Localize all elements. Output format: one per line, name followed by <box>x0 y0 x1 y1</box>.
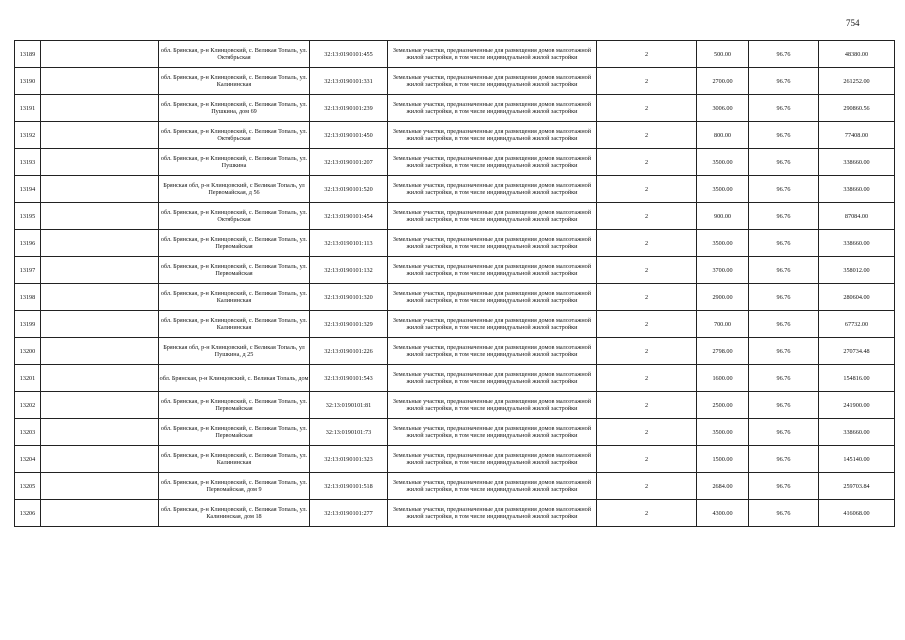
address-cell: обл. Брянская, р-н Клинцовский, с. Великая Топаль, ул. Октябрьская <box>159 203 310 230</box>
cadastral-number-cell: 32:13:0190101:320 <box>310 284 388 311</box>
address-cell: Брянская обл, р-н Клинцовский, с Великая Топаль, ул Первомайская, д 56 <box>159 176 310 203</box>
table-row <box>15 41 895 68</box>
specific-value-cell: 96.76 <box>749 203 819 230</box>
empty-cell <box>41 203 159 230</box>
cadastral-value-cell: 261252.00 <box>819 68 895 95</box>
area-cell: 2684.00 <box>697 473 749 500</box>
area-cell: 700.00 <box>697 311 749 338</box>
cadastral-number-cell: 32:13:0190101:331 <box>310 68 388 95</box>
row-number-cell: 13206 <box>15 500 41 527</box>
cadastral-number-cell: 32:13:0190101:81 <box>310 392 388 419</box>
group-cell: 2 <box>597 203 697 230</box>
table-row <box>15 365 895 392</box>
land-use-purpose-cell: Земельные участки, предназначенные для размещения домов малоэтажной жилой застройки, в том числе индивидуальной жилой застройки <box>388 68 597 95</box>
land-use-purpose-cell: Земельные участки, предназначенные для размещения домов малоэтажной жилой застройки, в том числе индивидуальной жилой застройки <box>388 473 597 500</box>
land-use-purpose-cell: Земельные участки, предназначенные для размещения домов малоэтажной жилой застройки, в том числе индивидуальной жилой застройки <box>388 311 597 338</box>
group-cell: 2 <box>597 419 697 446</box>
group-cell: 2 <box>597 68 697 95</box>
land-use-purpose-cell: Земельные участки, предназначенные для размещения домов малоэтажной жилой застройки, в том числе индивидуальной жилой застройки <box>388 500 597 527</box>
table-row <box>15 284 895 311</box>
row-number-cell: 13205 <box>15 473 41 500</box>
table-row <box>15 311 895 338</box>
specific-value-cell: 96.76 <box>749 446 819 473</box>
group-cell: 2 <box>597 446 697 473</box>
empty-cell <box>41 392 159 419</box>
address-cell: обл. Брянская, р-н Клинцовский, с. Великая Топаль, ул. Первомайская <box>159 419 310 446</box>
cadastral-value-cell: 48380.00 <box>819 41 895 68</box>
cadastral-number-cell: 32:13:0190101:520 <box>310 176 388 203</box>
area-cell: 900.00 <box>697 203 749 230</box>
land-use-purpose-cell: Земельные участки, предназначенные для размещения домов малоэтажной жилой застройки, в том числе индивидуальной жилой застройки <box>388 149 597 176</box>
address-cell: обл. Брянская, р-н Клинцовский, с. Великая Топаль, ул. Октябрьская <box>159 122 310 149</box>
table-row <box>15 230 895 257</box>
land-use-purpose-cell: Земельные участки, предназначенные для размещения домов малоэтажной жилой застройки, в том числе индивидуальной жилой застройки <box>388 284 597 311</box>
specific-value-cell: 96.76 <box>749 122 819 149</box>
row-number-cell: 13202 <box>15 392 41 419</box>
land-use-purpose-cell: Земельные участки, предназначенные для размещения домов малоэтажной жилой застройки, в том числе индивидуальной жилой застройки <box>388 419 597 446</box>
cadastral-value-cell: 145140.00 <box>819 446 895 473</box>
land-use-purpose-cell: Земельные участки, предназначенные для размещения домов малоэтажной жилой застройки, в том числе индивидуальной жилой застройки <box>388 392 597 419</box>
cadastral-number-cell: 32:13:0190101:455 <box>310 41 388 68</box>
row-number-cell: 13190 <box>15 68 41 95</box>
cadastral-value-cell: 416068.00 <box>819 500 895 527</box>
area-cell: 3700.00 <box>697 257 749 284</box>
address-cell: обл. Брянская, р-н Клинцовский, с. Великая Топаль, ул. Калининская, дом 18 <box>159 500 310 527</box>
area-cell: 4300.00 <box>697 500 749 527</box>
empty-cell <box>41 446 159 473</box>
group-cell: 2 <box>597 257 697 284</box>
area-cell: 3500.00 <box>697 230 749 257</box>
cadastral-value-cell: 270734.48 <box>819 338 895 365</box>
specific-value-cell: 96.76 <box>749 500 819 527</box>
land-use-purpose-cell: Земельные участки, предназначенные для размещения домов малоэтажной жилой застройки, в том числе индивидуальной жилой застройки <box>388 257 597 284</box>
address-cell: обл. Брянская, р-н Клинцовский, с. Великая Топаль, ул. Первомайская, дом 9 <box>159 473 310 500</box>
area-cell: 2500.00 <box>697 392 749 419</box>
registry-table-body <box>15 41 895 527</box>
specific-value-cell: 96.76 <box>749 284 819 311</box>
land-use-purpose-cell: Земельные участки, предназначенные для размещения домов малоэтажной жилой застройки, в том числе индивидуальной жилой застройки <box>388 203 597 230</box>
group-cell: 2 <box>597 473 697 500</box>
address-cell: обл. Брянская, р-н Клинцовский, с. Великая Топаль, ул. Первомайская <box>159 257 310 284</box>
land-use-purpose-cell: Земельные участки, предназначенные для размещения домов малоэтажной жилой застройки, в том числе индивидуальной жилой застройки <box>388 446 597 473</box>
specific-value-cell: 96.76 <box>749 95 819 122</box>
table-row <box>15 446 895 473</box>
cadastral-number-cell: 32:13:0190101:323 <box>310 446 388 473</box>
empty-cell <box>41 149 159 176</box>
area-cell: 1600.00 <box>697 365 749 392</box>
land-use-purpose-cell: Земельные участки, предназначенные для размещения домов малоэтажной жилой застройки, в том числе индивидуальной жилой застройки <box>388 41 597 68</box>
cadastral-value-cell: 280604.00 <box>819 284 895 311</box>
row-number-cell: 13194 <box>15 176 41 203</box>
row-number-cell: 13199 <box>15 311 41 338</box>
group-cell: 2 <box>597 311 697 338</box>
empty-cell <box>41 473 159 500</box>
group-cell: 2 <box>597 392 697 419</box>
area-cell: 3500.00 <box>697 419 749 446</box>
cadastral-number-cell: 32:13:0190101:329 <box>310 311 388 338</box>
row-number-cell: 13193 <box>15 149 41 176</box>
table-row <box>15 257 895 284</box>
specific-value-cell: 96.76 <box>749 338 819 365</box>
empty-cell <box>41 365 159 392</box>
specific-value-cell: 96.76 <box>749 257 819 284</box>
cadastral-number-cell: 32:13:0190101:518 <box>310 473 388 500</box>
page-number: 754 <box>846 18 860 28</box>
row-number-cell: 13203 <box>15 419 41 446</box>
cadastral-value-cell: 338660.00 <box>819 176 895 203</box>
table-row <box>15 176 895 203</box>
area-cell: 500.00 <box>697 41 749 68</box>
table-row <box>15 392 895 419</box>
empty-cell <box>41 230 159 257</box>
table-row <box>15 419 895 446</box>
empty-cell <box>41 311 159 338</box>
cadastral-value-cell: 154816.00 <box>819 365 895 392</box>
cadastral-value-cell: 241900.00 <box>819 392 895 419</box>
row-number-cell: 13196 <box>15 230 41 257</box>
land-use-purpose-cell: Земельные участки, предназначенные для размещения домов малоэтажной жилой застройки, в том числе индивидуальной жилой застройки <box>388 230 597 257</box>
cadastral-value-cell: 67732.00 <box>819 311 895 338</box>
table-row <box>15 500 895 527</box>
row-number-cell: 13200 <box>15 338 41 365</box>
specific-value-cell: 96.76 <box>749 365 819 392</box>
row-number-cell: 13201 <box>15 365 41 392</box>
specific-value-cell: 96.76 <box>749 176 819 203</box>
land-use-purpose-cell: Земельные участки, предназначенные для размещения домов малоэтажной жилой застройки, в том числе индивидуальной жилой застройки <box>388 338 597 365</box>
group-cell: 2 <box>597 149 697 176</box>
cadastral-number-cell: 32:13:0190101:277 <box>310 500 388 527</box>
empty-cell <box>41 68 159 95</box>
cadastral-value-cell: 259703.84 <box>819 473 895 500</box>
cadastral-number-cell: 32:13:0190101:226 <box>310 338 388 365</box>
specific-value-cell: 96.76 <box>749 149 819 176</box>
group-cell: 2 <box>597 338 697 365</box>
group-cell: 2 <box>597 95 697 122</box>
specific-value-cell: 96.76 <box>749 419 819 446</box>
land-registry-table <box>14 40 895 527</box>
address-cell: обл. Брянская, р-н Клинцовский, с. Великая Топаль, ул. Калининская <box>159 446 310 473</box>
area-cell: 800.00 <box>697 122 749 149</box>
address-cell: обл. Брянская, р-н Клинцовский, с. Великая Топаль, дом <box>159 365 310 392</box>
area-cell: 2700.00 <box>697 68 749 95</box>
cadastral-value-cell: 77408.00 <box>819 122 895 149</box>
row-number-cell: 13197 <box>15 257 41 284</box>
address-cell: обл. Брянская, р-н Клинцовский, с. Великая Топаль, ул. Первомайская <box>159 230 310 257</box>
group-cell: 2 <box>597 176 697 203</box>
area-cell: 3500.00 <box>697 149 749 176</box>
address-cell: обл. Брянская, р-н Клинцовский, с. Великая Топаль, ул. Калининская <box>159 68 310 95</box>
table-row <box>15 95 895 122</box>
area-cell: 2798.00 <box>697 338 749 365</box>
empty-cell <box>41 95 159 122</box>
area-cell: 3006.00 <box>697 95 749 122</box>
specific-value-cell: 96.76 <box>749 392 819 419</box>
group-cell: 2 <box>597 230 697 257</box>
row-number-cell: 13204 <box>15 446 41 473</box>
address-cell: обл. Брянская, р-н Клинцовский, с. Великая Топаль, ул. Пушкина, дом 69 <box>159 95 310 122</box>
cadastral-value-cell: 338660.00 <box>819 419 895 446</box>
cadastral-value-cell: 358012.00 <box>819 257 895 284</box>
row-number-cell: 13189 <box>15 41 41 68</box>
cadastral-number-cell: 32:13:0190101:454 <box>310 203 388 230</box>
cadastral-number-cell: 32:13:0190101:73 <box>310 419 388 446</box>
table-row <box>15 68 895 95</box>
cadastral-number-cell: 32:13:0190101:239 <box>310 95 388 122</box>
empty-cell <box>41 41 159 68</box>
specific-value-cell: 96.76 <box>749 230 819 257</box>
empty-cell <box>41 338 159 365</box>
table-row <box>15 122 895 149</box>
land-use-purpose-cell: Земельные участки, предназначенные для размещения домов малоэтажной жилой застройки, в том числе индивидуальной жилой застройки <box>388 176 597 203</box>
empty-cell <box>41 500 159 527</box>
cadastral-number-cell: 32:13:0190101:543 <box>310 365 388 392</box>
specific-value-cell: 96.76 <box>749 311 819 338</box>
cadastral-value-cell: 338660.00 <box>819 149 895 176</box>
address-cell: обл. Брянская, р-н Клинцовский, с. Великая Топаль, ул. Первомайская <box>159 392 310 419</box>
specific-value-cell: 96.76 <box>749 473 819 500</box>
address-cell: обл. Брянская, р-н Клинцовский, с. Великая Топаль, ул. Калининская <box>159 284 310 311</box>
land-use-purpose-cell: Земельные участки, предназначенные для размещения домов малоэтажной жилой застройки, в том числе индивидуальной жилой застройки <box>388 365 597 392</box>
cadastral-number-cell: 32:13:0190101:450 <box>310 122 388 149</box>
table-row <box>15 149 895 176</box>
group-cell: 2 <box>597 284 697 311</box>
group-cell: 2 <box>597 365 697 392</box>
cadastral-number-cell: 32:13:0190101:132 <box>310 257 388 284</box>
group-cell: 2 <box>597 41 697 68</box>
specific-value-cell: 96.76 <box>749 41 819 68</box>
area-cell: 2900.00 <box>697 284 749 311</box>
row-number-cell: 13191 <box>15 95 41 122</box>
table-row <box>15 338 895 365</box>
empty-cell <box>41 176 159 203</box>
area-cell: 3500.00 <box>697 176 749 203</box>
cadastral-value-cell: 290860.56 <box>819 95 895 122</box>
group-cell: 2 <box>597 122 697 149</box>
group-cell: 2 <box>597 500 697 527</box>
address-cell: Брянская обл, р-н Клинцовский, с Великая Топаль, ул Пушкина, д 25 <box>159 338 310 365</box>
address-cell: обл. Брянская, р-н Клинцовский, с. Великая Топаль, ул. Октябрьская <box>159 41 310 68</box>
cadastral-number-cell: 32:13:0190101:113 <box>310 230 388 257</box>
address-cell: обл. Брянская, р-н Клинцовский, с. Великая Топаль, ул. Пушкина <box>159 149 310 176</box>
cadastral-number-cell: 32:13:0190101:207 <box>310 149 388 176</box>
row-number-cell: 13195 <box>15 203 41 230</box>
table-row <box>15 473 895 500</box>
specific-value-cell: 96.76 <box>749 68 819 95</box>
row-number-cell: 13198 <box>15 284 41 311</box>
land-use-purpose-cell: Земельные участки, предназначенные для размещения домов малоэтажной жилой застройки, в том числе индивидуальной жилой застройки <box>388 95 597 122</box>
row-number-cell: 13192 <box>15 122 41 149</box>
address-cell: обл. Брянская, р-н Клинцовский, с. Великая Топаль, ул. Калининская <box>159 311 310 338</box>
empty-cell <box>41 122 159 149</box>
empty-cell <box>41 284 159 311</box>
empty-cell <box>41 419 159 446</box>
land-use-purpose-cell: Земельные участки, предназначенные для размещения домов малоэтажной жилой застройки, в том числе индивидуальной жилой застройки <box>388 122 597 149</box>
cadastral-value-cell: 87084.00 <box>819 203 895 230</box>
table-row <box>15 203 895 230</box>
empty-cell <box>41 257 159 284</box>
area-cell: 1500.00 <box>697 446 749 473</box>
cadastral-value-cell: 338660.00 <box>819 230 895 257</box>
